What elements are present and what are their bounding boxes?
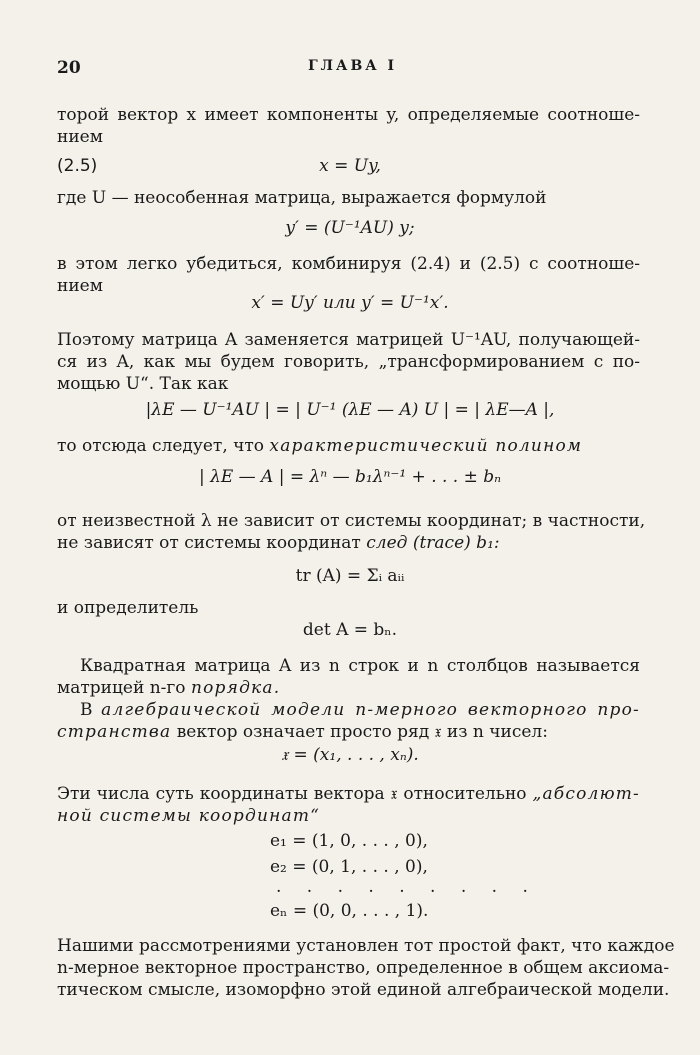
text-line: и определитель (57, 598, 199, 618)
equation: det A = bₙ. (302, 620, 398, 640)
text-line: нием (57, 127, 103, 147)
emphasis-term: характеристический полином (269, 436, 583, 456)
equation: |λE — U⁻¹AU | = | U⁻¹ (λE — A) U | = | λE—A |, (145, 400, 555, 420)
equation-label: (2.5) (57, 156, 98, 176)
text-line: мощью U“. Так как (57, 374, 229, 394)
text-line: Нашими рассмотрениями установлен тот простой факт, что каждое (57, 936, 675, 956)
equation: | λE — A | = λⁿ — b₁λⁿ⁻¹ + . . . ± bₙ (198, 467, 502, 487)
emphasis-term: алгебраической модели n-мерного векторного про- (101, 700, 640, 720)
text-line: нием (57, 276, 103, 296)
chapter-header: ГЛАВА I (308, 58, 398, 74)
equation: tr (A) = Σᵢ aᵢᵢ (295, 566, 405, 586)
text-line (57, 677, 280, 699)
text-line: тическом смысле, изоморфно этой единой алгебраической модели. (57, 980, 670, 1000)
emphasis-term: след (trace) (366, 533, 471, 553)
text-span: В (80, 700, 102, 720)
text-line (57, 783, 640, 805)
page-number: 20 (57, 58, 81, 78)
text-line: Квадратная матрица A из n строк и n столбцов называется (80, 656, 640, 676)
equation: 𝔵 = (x₁, . . . , xₙ). (281, 745, 419, 765)
basis-vector-e1: e₁ = (1, 0, . . . , 0), (270, 831, 428, 851)
text-span: то отсюда следует, что (57, 436, 270, 456)
text-line (57, 721, 548, 743)
text-line: ся из A, как мы будем говорить, „трансформированием с по- (57, 352, 640, 372)
text-line: где U — неособенная матрица, выражается формулой (57, 188, 547, 208)
basis-dots: . . . . . . . . . (276, 877, 538, 897)
text-line: n-мерное векторное пространство, определенное в общем аксиома- (57, 958, 670, 978)
emphasis-term: порядка. (190, 678, 281, 698)
text-line: от неизвестной λ не зависит от системы координат; в частности, (57, 511, 646, 531)
emphasis-term: странства (57, 722, 172, 742)
text-line: торой вектор x имеет компоненты y, определяемые соотноше- (57, 105, 640, 125)
text-line: в этом легко убедиться, комбинируя (2.4) и (2.5) с соотноше- (57, 254, 640, 274)
text-line: ной системы координат“ (57, 806, 321, 826)
text-span: матрицей n-го (57, 678, 191, 698)
basis-vector-e2: e₂ = (0, 1, . . . , 0), (270, 857, 428, 877)
equation: y′ = (U⁻¹AU) y; (285, 218, 415, 238)
text-span: b₁: (470, 533, 500, 553)
text-line: Поэтому матрица A заменяется матрицей U⁻¹AU, получающей- (57, 330, 640, 350)
text-span: Эти числа суть координаты вектора 𝔵 относительно (57, 784, 533, 804)
equation: x′ = Uy′ или y′ = U⁻¹x′. (251, 293, 449, 313)
text-span: вектор означает просто ряд 𝔵 из n чисел: (171, 722, 548, 742)
equation: x = Uy, (319, 156, 381, 176)
emphasis-term: „абсолют- (532, 784, 640, 804)
text-span: не зависят от системы координат (57, 533, 367, 553)
basis-vector-en: eₙ = (0, 0, . . . , 1). (270, 901, 429, 921)
text-line (57, 435, 582, 457)
text-line (57, 532, 500, 554)
text-line (80, 699, 640, 721)
